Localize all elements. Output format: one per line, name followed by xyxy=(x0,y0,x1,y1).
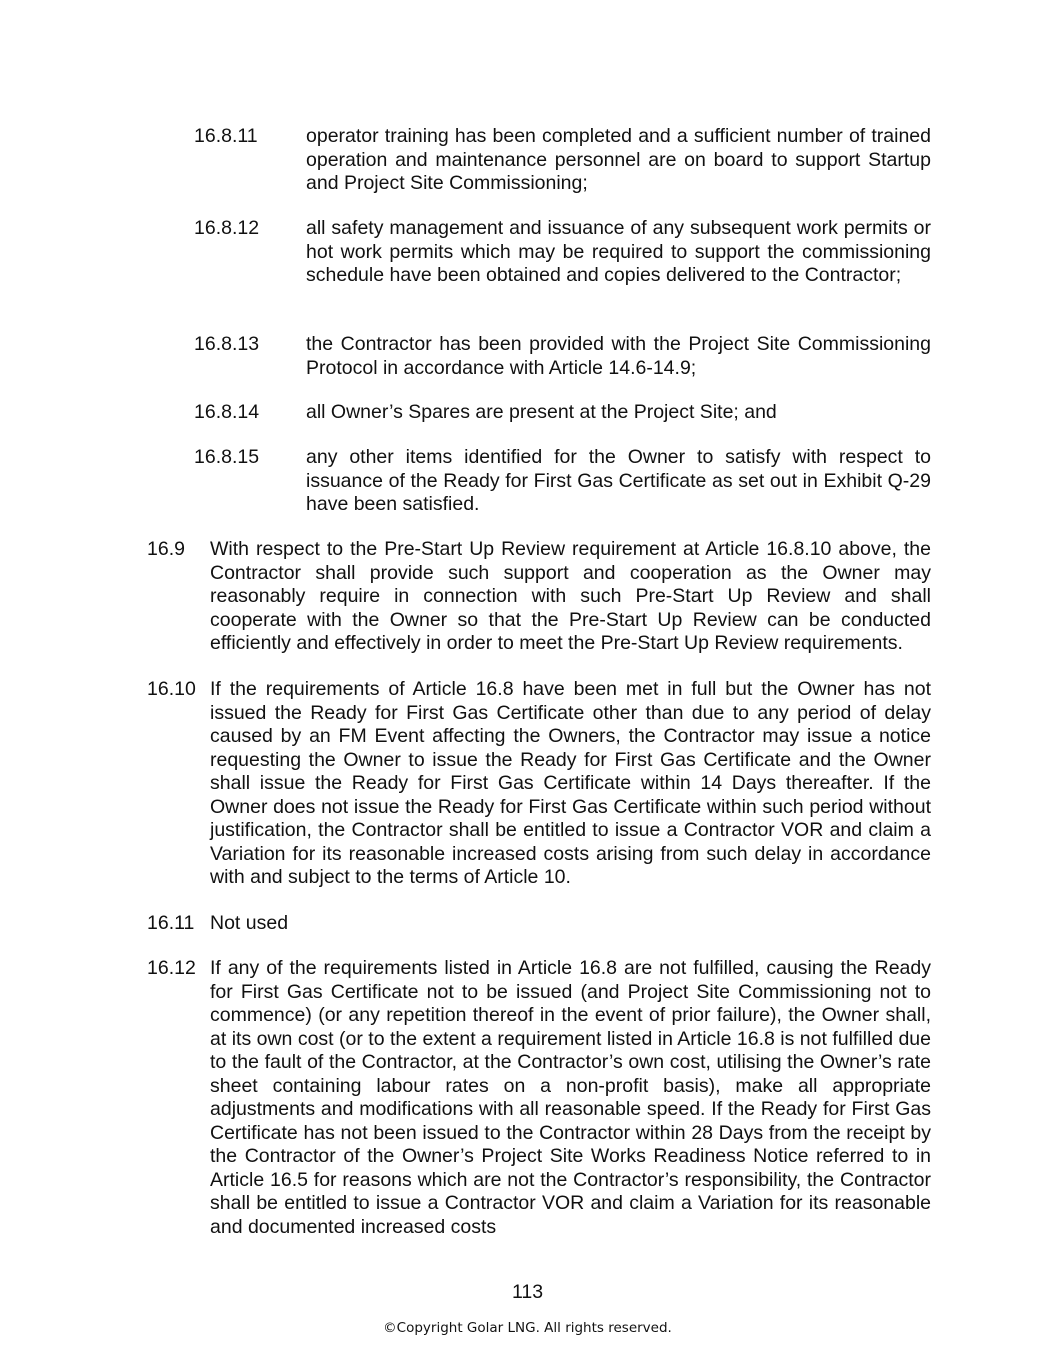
clause-text: Not used xyxy=(210,912,289,934)
clause-16-11 xyxy=(147,912,931,936)
subclause-text: all safety management and issuance of any subsequent work permits or hot work permits which may be required to support the commissioning schedule have been obtained and copies delivered to the Contractor; xyxy=(306,217,931,286)
subclause-16-8-12 xyxy=(194,217,931,288)
clause-text: With respect to the Pre-Start Up Review requirement at Article 16.8.10 above, the Contractor shall provide such support and cooperation as the Owner may reasonably require in connection with such Pre-Start Up Review and shall cooperate with the Owner so that the Pre-Start Up Review can be conducted efficiently and effectively in order to meet the Pre-Start Up Review requirements. xyxy=(210,538,931,654)
clause-number: 16.12 xyxy=(147,957,196,979)
subclause-text: any other items identified for the Owner to satisfy with respect to issuance of the Ready for First Gas Certificate as set out in Exhibit Q-29 have been satisfied. xyxy=(306,446,931,515)
clause-number: 16.11 xyxy=(147,912,195,934)
clause-16-10 xyxy=(147,678,931,890)
copyright-notice: ©Copyright Golar LNG. All rights reserved. xyxy=(383,1320,672,1336)
page-number: 113 xyxy=(511,1281,544,1303)
clause-number: 16.10 xyxy=(147,678,196,700)
clause-text: If any of the requirements listed in Article 16.8 are not fulfilled, causing the Ready for First Gas Certificate not to be issued (and Project Site Commissioning not to commence) (or any repetition thereof in the event of prior failure), the Owner shall, at its own cost (or to the extent a requirement listed in Article 16.8 is not fulfilled due to the fault of the Contractor, at the Contractor’s own cost, utilising the Owner’s rate sheet containing labour rates on a non-profit basis), make all appropriate adjustments and modifications with all reasonable speed. If the Ready for First Gas Certificate has not been issued to the Contractor within 28 Days from the receipt by the Contractor of the Owner’s Project Site Works Readiness Notice referred to in Article 16.5 for reasons which are not the Contractor’s responsibility, the Contractor shall be entitled to issue a Contractor VOR and claim a Variation for its reasonable and documented increased costs xyxy=(210,957,931,1238)
subclause-number: 16.8.14 xyxy=(194,401,260,423)
subclause-16-8-15 xyxy=(194,446,931,517)
subclause-text: the Contractor has been provided with the Project Site Commissioning Protocol in accordance with Article 14.6-14.9; xyxy=(306,333,931,379)
subclause-text: all Owner’s Spares are present at the Project Site; and xyxy=(306,401,777,423)
clause-16-12 xyxy=(147,957,931,1239)
subclause-text: operator training has been completed and a sufficient number of trained operation and maintenance personnel are on board to support Startup and Project Site Commissioning; xyxy=(306,125,931,194)
subclause-16-8-13 xyxy=(194,333,931,380)
clause-16-9 xyxy=(147,538,931,656)
clause-number: 16.9 xyxy=(147,538,185,560)
subclause-number: 16.8.12 xyxy=(194,217,260,239)
subclause-16-8-11 xyxy=(194,125,931,196)
subclause-16-8-14 xyxy=(194,401,931,425)
clause-text: If the requirements of Article 16.8 have been met in full but the Owner has not issued the Ready for First Gas Certificate other than due to any period of delay caused by an FM Event affecting the Owners, the Contractor may issue a notice requesting the Owner to issue the Ready for First Gas Certificate and the Owner shall issue the Ready for First Gas Certificate within 14 Days thereafter. If the Owner does not issue the Ready for First Gas Certificate within such period without justification, the Contractor shall be entitled to issue a Contractor VOR and claim a Variation for its reasonable increased costs arising from such delay in accordance with and subject to the terms of Article 10. xyxy=(210,678,931,888)
subclause-number: 16.8.13 xyxy=(194,333,260,355)
subclause-number: 16.8.15 xyxy=(194,446,260,468)
subclause-number: 16.8.11 xyxy=(194,125,258,147)
